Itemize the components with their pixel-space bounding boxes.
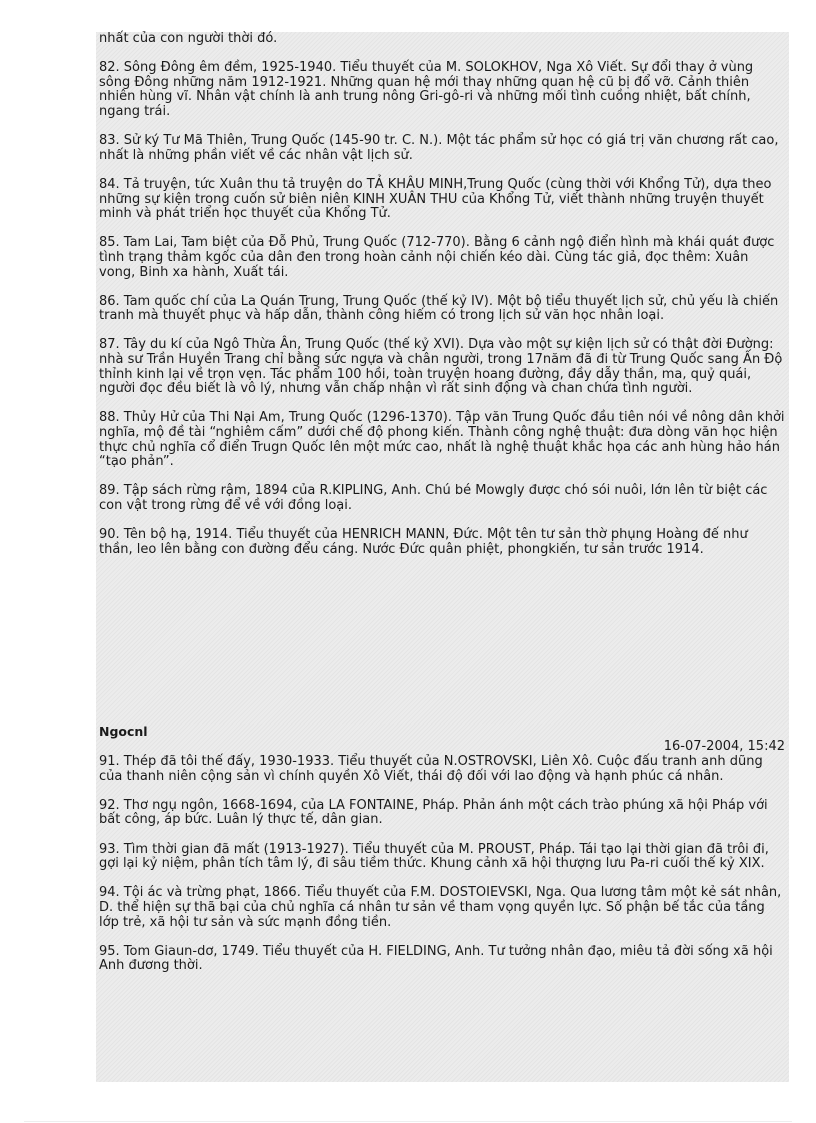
list-item-84: 84. Tả truyện, tức Xuân thu tả truyện do TẢ KHÂU MINH,Trung Quốc (cùng thời với Khổng Tử), dựa theo những sự kiện trong cuốn sử biên niên KINH XUÂN THU của Khổng Tử, viết thành những truyện thuyết minh và phát triển học thuyết của Khổng Tử. [99,176,772,222]
list-item-88: 88. Thủy Hử của Thi Nại Am, Trung Quốc (1296-1370). Tập văn Trung Quốc đầu tiên nói về nông dân khởi nghĩa, mộ đề tài “nghiêm cấm” dưới chế độ phong kiến. Thành công nghệ thuật: đưa dòng văn học hiện thực chủ nghĩa cổ điển Trugn Quốc lên một mức cao, nhất là nghệ thuật khắc họa các anh hùng hảo hán “tạo phản”. [99,410,785,470]
list-item-91: 91. Thép đã tôi thế đấy, 1930-1933. Tiểu thuyết của N.OSTROVSKI, Liên Xô. Cuộc đấu tranh anh dũng của thanh niên cộng sản vì chính quyền Xô Viết, thái độ đối với lao động và hạnh phúc cá nhân. [99,754,763,784]
post-timestamp: 16-07-2004, 15:42 [663,739,785,754]
post-author[interactable]: Ngocnl [99,724,148,739]
page-divider [24,1121,792,1122]
post-paragraph-intro: nhất của con người thời đó. [99,31,278,46]
list-item-95: 95. Tom Giaun-dơ, 1749. Tiểu thuyết của H. FIELDING, Anh. Tư tưởng nhân đạo, miêu tả đời sống xã hội Anh đương thời. [99,943,773,974]
forum-post-1 [96,32,789,724]
list-item-92: 92. Thơ ngụ ngôn, 1668-1694, của LA FONTAINE, Pháp. Phản ánh một cách trào phúng xã hội Pháp với bất công, áp bức. Luân lý thực tế, dân gian. [99,797,768,828]
list-item-87: 87. Tây du kí của Ngô Thừa Ân, Trung Quốc (thế kỷ XVI). Dựa vào một sự kiện lịch sử có thật đời Đường: nhà sư Trần Huyền Trang chỉ bằng sức ngựa và chân người, trong 17năm đã đi từ Trung Quốc sang Ấn Độ thỉnh kinh lại về trọn vẹn. Tác phẩm 100 hồi, toàn truyện hoang đường, đầy dẫy thần, ma, quỷ quái, người đọc đều biết là vô lý, nhưng vẫn chấp nhận vì rất sinh động và chan chứa tình người. [99,337,783,397]
list-item-90: 90. Tên bộ hạ, 1914. Tiểu thuyết của HENRICH MANN, Đức. Một tên tư sản thờ phụng Hoàng đế như thần, leo lên bằng con đường đểu cáng. Nước Đức quân phiệt, phongkiến, tư sản trước 1914. [99,527,748,557]
list-item-82: 82. Sông Đông êm đềm, 1925-1940. Tiểu thuyết của M. SOLOKHOV, Nga Xô Viết. Sự đổi thay ở vùng sông Đông những năm 1912-1921. Những quan hệ mới thay những quan hệ cũ bị đổ vỡ. Cảnh thiên nhiên hùng vĩ. Nhân vật chính là anh trung nông Gri-gô-ri và những mối tình cuồng nhiệt, bất chính, ngang trái. [99,60,754,119]
list-item-83: 83. Sử ký Tư Mã Thiên, Trung Quốc (145-90 tr. C. N.). Một tác phẩm sử học có giá trị văn chương rất cao, nhất là những phần viết về các nhân vật lịch sử. [99,133,779,163]
list-item-93: 93. Tìm thời gian đã mất (1913-1927). Tiểu thuyết của M. PROUST, Pháp. Tái tạo lại thời gian đã trôi đi, gợi lại kỷ niệm, phân tích tâm lý, đi sâu tiềm thức. Khung cảnh xã hội thượng lưu Pa-ri cuối thế kỷ XIX. [99,841,769,872]
list-item-89: 89. Tập sách rừng rậm, 1894 của R.KIPLING, Anh. Chú bé Mowgly được chó sói nuôi, lớn lên từ biệt các con vật trong rừng để về với đồng loại. [99,483,768,513]
list-item-85: 85. Tam Lai, Tam biệt của Đỗ Phủ, Trung Quốc (712-770). Bằng 6 cảnh ngộ điển hình mà khái quát được tình trạng thảm kgốc của dân đen trong hoàn cảnh nội chiến kéo dài. Cùng tác giả, đọc thêm: Xuân vong, Binh xa hành, Xuất tái. [99,235,775,280]
list-item-86: 86. Tam quốc chí của La Quán Trung, Trung Quốc (thế kỷ IV). Một bộ tiểu thuyết lịch sử, chủ yếu là chiến tranh mà thuyết phục và hấp dẫn, thành công hiếm có trong lịch sử văn học nhân loại. [99,293,779,324]
forum-post-2 [96,724,789,1082]
list-item-94: 94. Tội ác và trừng phạt, 1866. Tiểu thuyết của F.M. DOSTOIEVSKI, Nga. Qua lương tâm một kẻ sát nhân, D. thể hiện sự thã bại của chủ nghĩa cá nhân tư sản về tham vọng quyền lực. Số phận bế tắc của tầng lớp trẻ, xã hội tư sản và sức mạnh đồng tiền. [99,885,782,930]
